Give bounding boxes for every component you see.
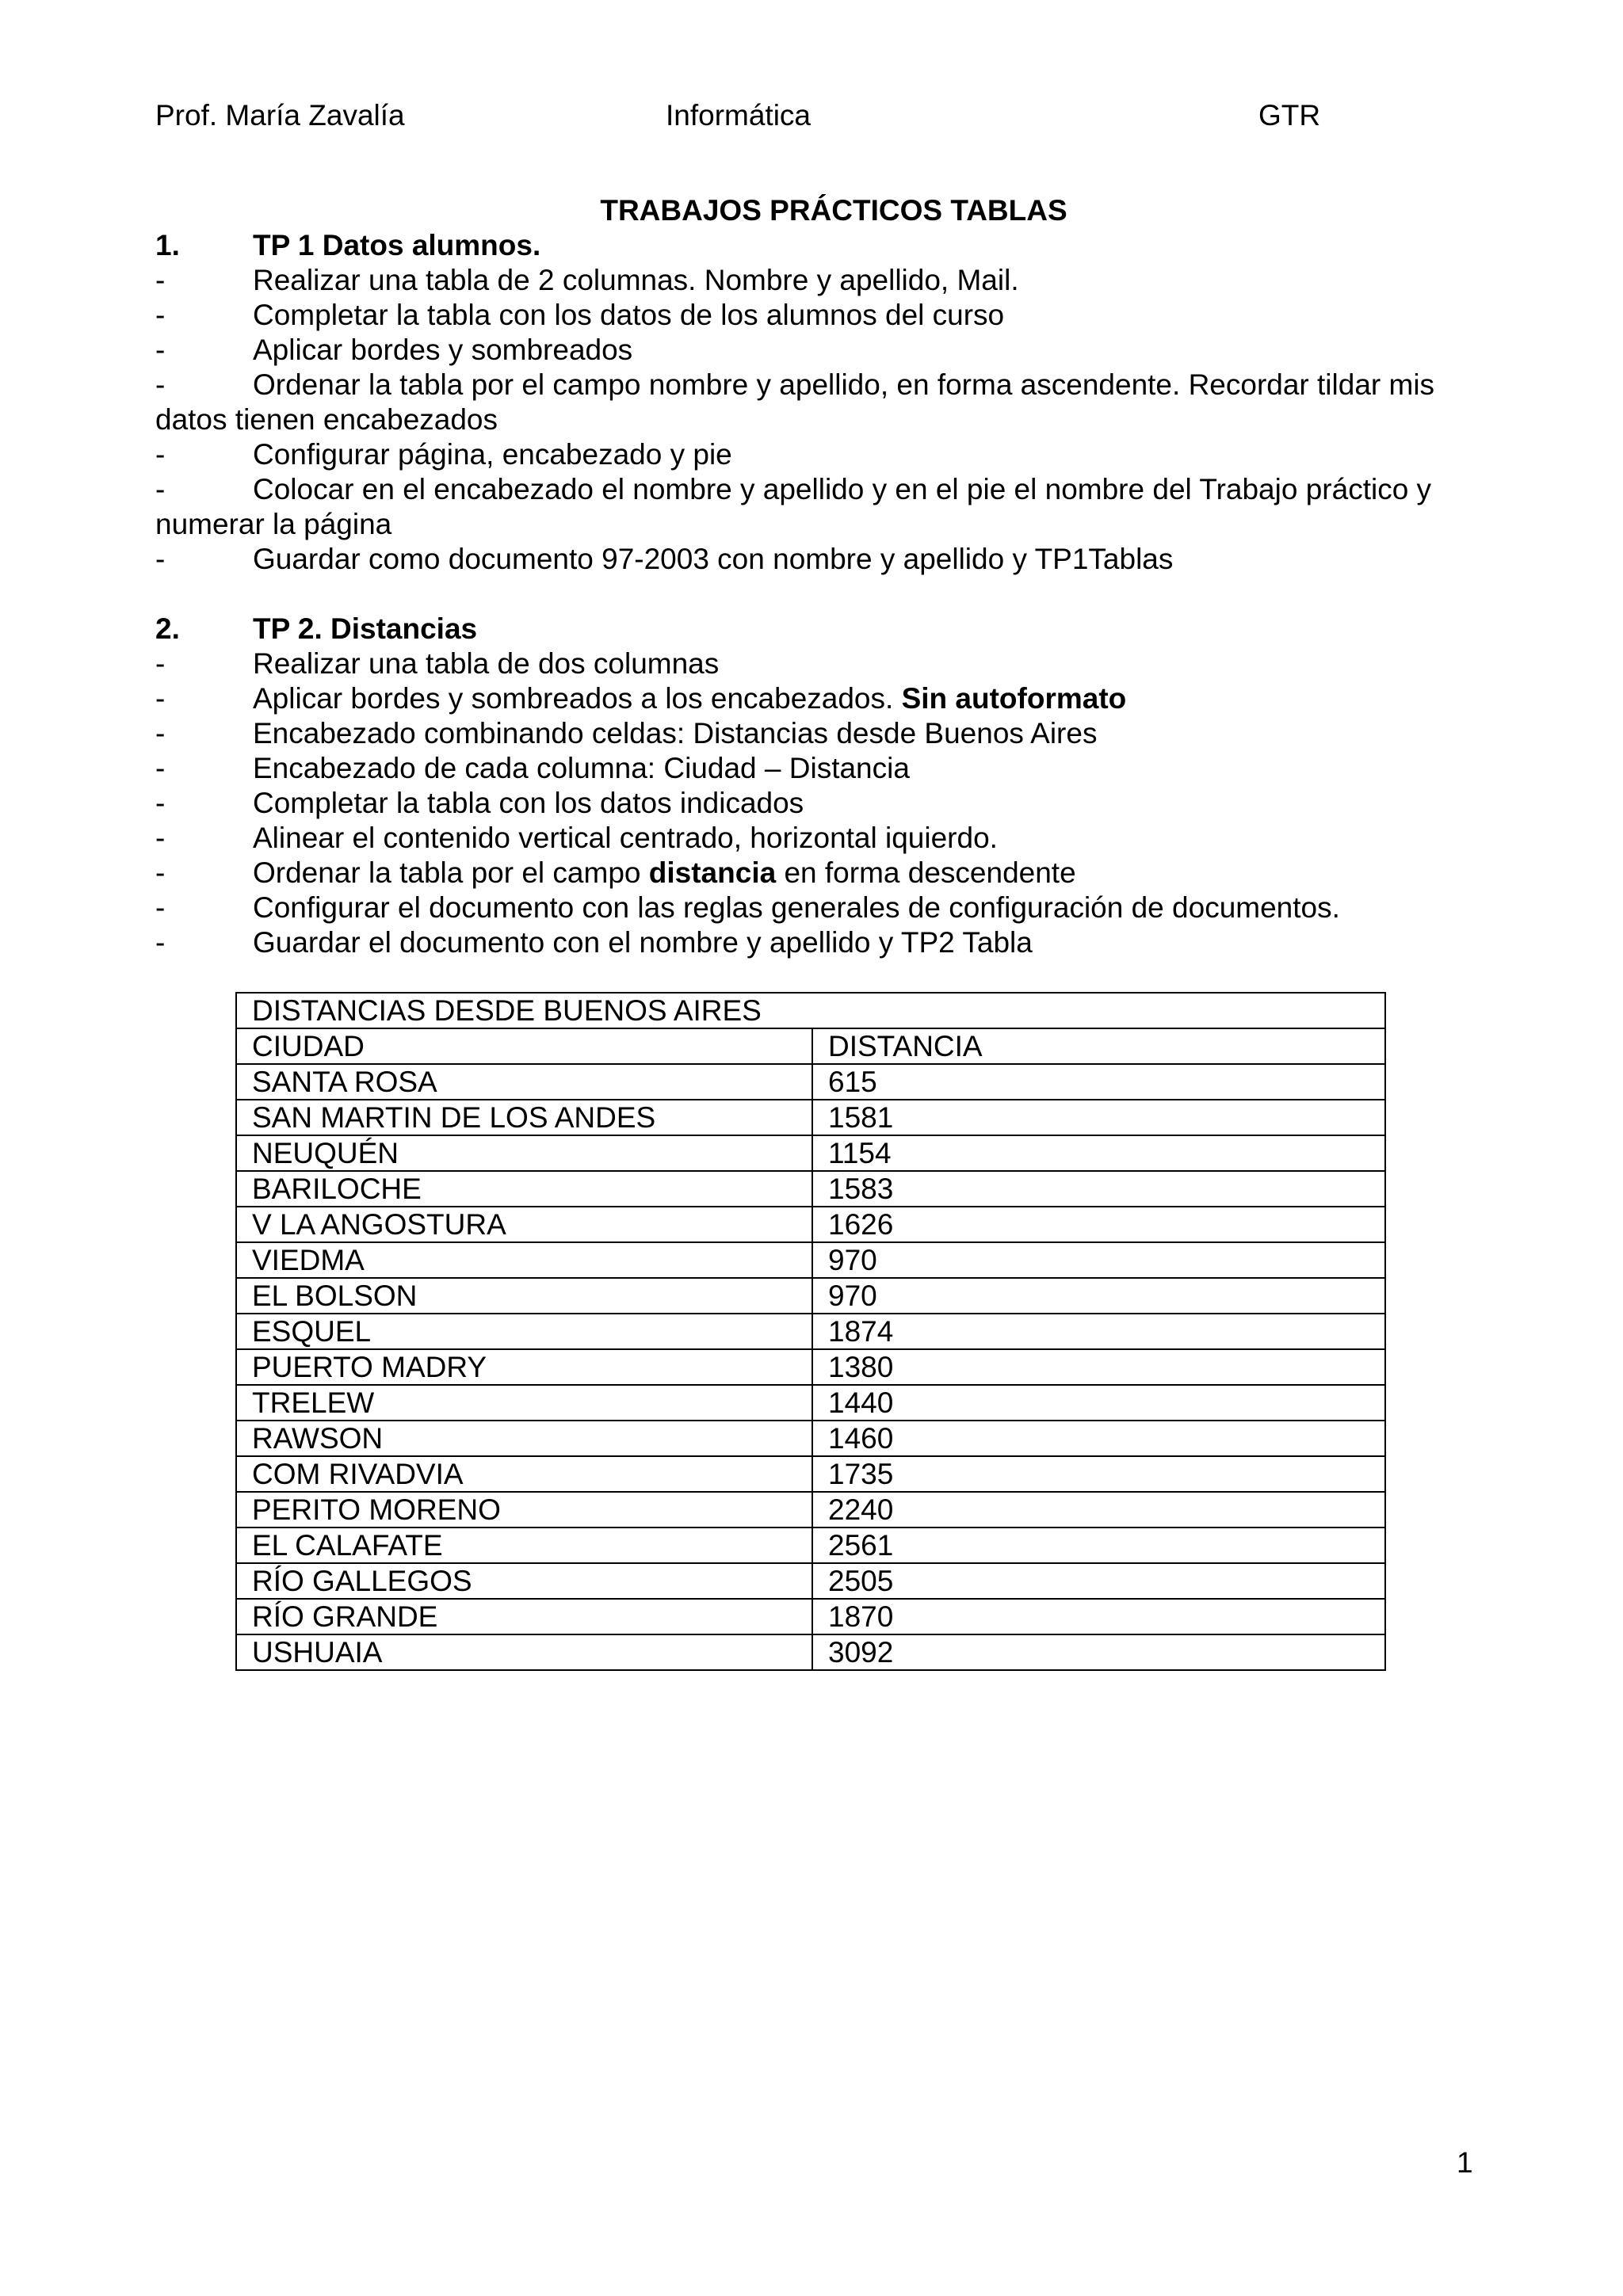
table-merged-header-row [236,993,1385,1028]
cell-city: PERITO MORENO [236,1492,812,1527]
list-item [155,472,1480,507]
table-row [236,1171,1385,1207]
bullet-dash: - [155,926,166,959]
list-item-continuation [155,402,1480,437]
table-row [236,1634,1385,1670]
bullet-dash: - [155,299,166,331]
cell-distance: 2240 [812,1492,1385,1527]
table-row [236,1100,1385,1135]
cell-city: USHUAIA [236,1634,812,1670]
bullet-dash: - [155,787,166,819]
column-header-city: CIUDAD [236,1028,812,1064]
table-row [236,1527,1385,1563]
cell-distance: 1870 [812,1599,1385,1634]
list-item [155,263,1480,298]
cell-distance: 1735 [812,1456,1385,1492]
table-row [236,1349,1385,1385]
table-row [236,1385,1385,1421]
table-row [236,1314,1385,1349]
cell-distance: 3092 [812,1634,1385,1670]
tp2-item-bold: distancia [648,856,777,889]
table-row [236,1456,1385,1492]
list-item [155,786,1480,821]
bullet-dash: - [155,473,166,505]
bullet-dash: - [155,822,166,854]
table-row [236,1278,1385,1314]
table-merged-header: DISTANCIAS DESDE BUENOS AIRES [236,993,1385,1028]
cell-distance: 2505 [812,1563,1385,1599]
bullet-dash: - [155,891,166,924]
table-row [236,1135,1385,1171]
tp2-item [253,681,1480,716]
list-item [155,925,1480,960]
list-item [155,542,1480,577]
header-author: Prof. María Zavalía [155,99,405,132]
tp1-item-order: Ordenar la tabla por el campo nombre y apellido, en forma ascendente. Recordar tildar mis [253,368,1435,401]
tp2-item-bold: Sin autoformato [901,682,1127,715]
document-title: TRABAJOS PRÁCTICOS TABLAS [600,194,1067,227]
tp1-item-order-cont: datos tienen encabezados [155,403,498,436]
tp2-number: 2. [155,612,180,645]
tp2-item: Encabezado combinando celdas: Distancias desde Buenos Aires [253,717,1098,749]
tp1-item-save: Guardar como documento 97-2003 con nombre y apellido y TP1Tablas [253,543,1174,575]
page-number: 1 [1457,2146,1473,2179]
bullet-dash: - [155,647,166,680]
list-item [155,751,1480,786]
tp2-item: Encabezado de cada columna: Ciudad – Distancia [253,752,910,784]
cell-city: SANTA ROSA [236,1064,812,1100]
list-item [155,333,1480,368]
table-row [236,1242,1385,1278]
header-subject: Informática [666,99,812,132]
cell-distance: 1380 [812,1349,1385,1385]
bullet-dash: - [155,543,166,575]
cell-distance: 970 [812,1242,1385,1278]
cell-city: COM RIVADVIA [236,1456,812,1492]
cell-distance: 1874 [812,1314,1385,1349]
tp1-item-config: Configurar página, encabezado y pie [253,438,732,471]
cell-city: BARILOCHE [236,1171,812,1207]
cell-city: PUERTO MADRY [236,1349,812,1385]
cell-distance: 2561 [812,1527,1385,1563]
tp1-title: TP 1 Datos alumnos. [253,229,541,261]
tp1-item: Aplicar bordes y sombreados [253,334,633,366]
page-header [0,98,1623,133]
tp2-item: Alinear el contenido vertical centrado, horizontal iquierdo. [253,822,998,854]
bullet-dash: - [155,264,166,296]
list-item-continuation [155,507,1480,542]
cell-distance: 1460 [812,1421,1385,1456]
cell-city: RÍO GRANDE [236,1599,812,1634]
cell-city: RAWSON [236,1421,812,1456]
cell-city: ESQUEL [236,1314,812,1349]
cell-city: TRELEW [236,1385,812,1421]
cell-distance: 1440 [812,1385,1385,1421]
cell-city: EL BOLSON [236,1278,812,1314]
list-item [155,646,1480,681]
bullet-dash: - [155,717,166,749]
document-body [155,193,1480,960]
cell-distance: 1583 [812,1171,1385,1207]
tp2-title: TP 2. Distancias [253,612,478,645]
list-item [155,891,1480,925]
tp1-number: 1. [155,229,180,261]
table-row [236,1421,1385,1456]
table-row [236,1492,1385,1527]
bullet-dash: - [155,682,166,715]
cell-city: RÍO GALLEGOS [236,1563,812,1599]
cell-distance: 1154 [812,1135,1385,1171]
bullet-dash: - [155,368,166,401]
tp2-item: Guardar el documento con el nombre y apellido y TP2 Tabla [253,926,1033,959]
distances-table [235,992,1386,1671]
list-item [155,856,1480,891]
tp2-item: Completar la tabla con los datos indicados [253,787,804,819]
cell-city: NEUQUÉN [236,1135,812,1171]
cell-city: EL CALAFATE [236,1527,812,1563]
list-item [155,681,1480,716]
table-row [236,1064,1385,1100]
tp2-heading [155,612,1480,646]
header-school: GTR [1258,99,1321,132]
bullet-dash: - [155,856,166,889]
tp2-item: Configurar el documento con las reglas generales de configuración de documentos. [253,891,1340,924]
table-header-row [236,1028,1385,1064]
cell-distance: 1581 [812,1100,1385,1135]
list-item [155,298,1480,333]
tp1-item: Completar la tabla con los datos de los alumnos del curso [253,299,1005,331]
cell-city: SAN MARTIN DE LOS ANDES [236,1100,812,1135]
cell-distance: 970 [812,1278,1385,1314]
tp2-item [253,856,1480,891]
table-row [236,1599,1385,1634]
tp1-heading [155,228,1480,263]
tp1-item: Realizar una tabla de 2 columnas. Nombre y apellido, Mail. [253,264,1019,296]
bullet-dash: - [155,334,166,366]
tp2-item-pre: Ordenar la tabla por el campo [253,856,649,889]
cell-distance: 615 [812,1064,1385,1100]
bullet-dash: - [155,752,166,784]
list-item [155,437,1480,472]
tp2-item: Realizar una tabla de dos columnas [253,647,720,680]
list-item [155,368,1480,402]
list-item [155,716,1480,751]
table-row [236,1207,1385,1242]
cell-distance: 1626 [812,1207,1385,1242]
cell-city: VIEDMA [236,1242,812,1278]
tp2-item-text: Aplicar bordes y sombreados a los encabezados. [253,682,902,715]
list-item [155,821,1480,856]
cell-city: V LA ANGOSTURA [236,1207,812,1242]
bullet-dash: - [155,438,166,471]
tp1-item-header: Colocar en el encabezado el nombre y apellido y en el pie el nombre del Trabajo práctico y [253,473,1432,505]
column-header-distance: DISTANCIA [812,1028,1385,1064]
tp1-item-header-cont: numerar la página [155,508,392,540]
tp2-item-post: en forma descendente [776,856,1076,889]
table-row [236,1563,1385,1599]
